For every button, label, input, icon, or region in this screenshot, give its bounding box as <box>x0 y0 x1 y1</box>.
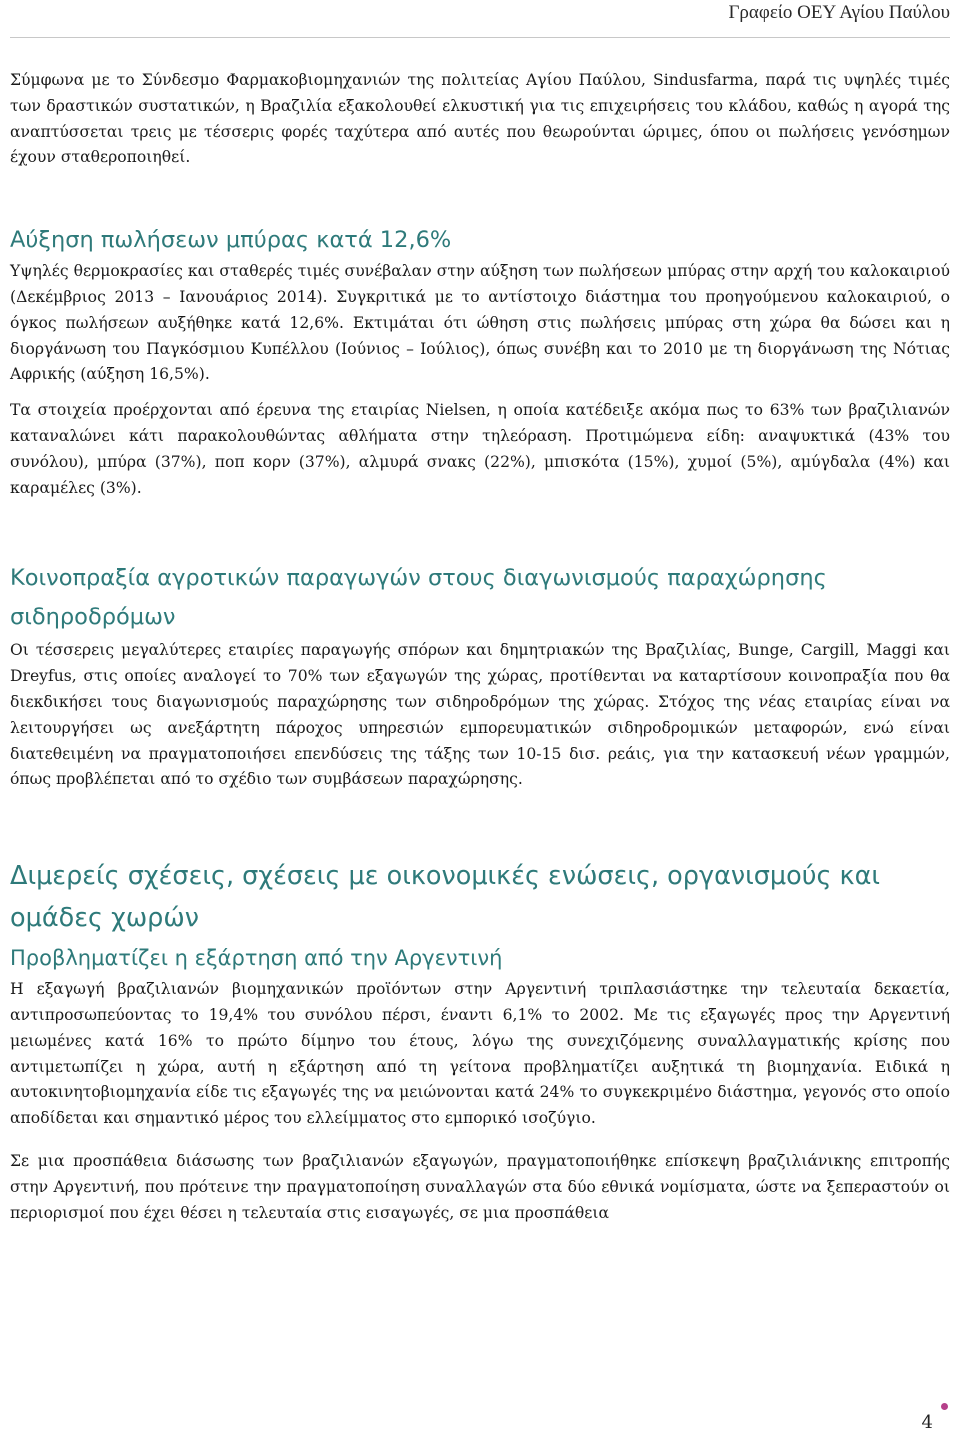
header-divider <box>10 37 950 38</box>
page-number: 4 <box>921 1412 933 1433</box>
beer-paragraph-2: Τα στοιχεία προέρχονται από έρευνα της εταιρίας Nielsen, η οποία κατέδειξε ακόμα πως το 63% των βραζιλιανών καταναλώνει κάτι παρακολουθώντας αθλήματα στην τηλεόραση. Προτιμώμενα είδη: αναψυκτικά (43% του συνόλου), μπύρα (37%), ποπ κορν (37%), αλμυρά σνακς (22%), μπισκότα (15%), χυμοί (5%), αμύγδαλα (4%) και καραμέλες (3%). <box>10 401 950 497</box>
heading-argentina: Προβληματίζει η εξάρτηση από την Αργεντινή <box>10 946 503 971</box>
heading-rail-consortium: Κοινοπραξία αγροτικών παραγωγών στους διαγωνισμούς παραχώρησης σιδηροδρόμων <box>10 565 827 631</box>
rail-paragraph: Οι τέσσερεις μεγαλύτερες εταιρίες παραγωγής σπόρων και δημητριακών της Βραζιλίας, Bunge, Cargill, Maggi και Dreyfus, στις οποίες αναλογεί το 70% των εξαγωγών της χώρας, προτίθενται να καταρτίσουν κοινοπραξία που θα διεκδικήσει τους διαγωνισμούς παραχώρησης των σιδηροδρόμων της χώρας. Στόχος της νέας εταιρίας είναι να λειτουργήσει ως ανεξάρτητη πάροχος υπηρεσιών εμπορευματικών σιδηροδρομικών μεταφορών, ενώ είναι διατεθειμένη να πραγματοποιήσει επενδύσεις της τάξης των 10-15 δισ. ρεάις, για την κατασκευή νέων γραμμών, όπως προβλέπεται από το σχέδιο των συμβάσεων παραχώρησης. <box>10 641 950 789</box>
header-title: Γραφείο ΟΕΥ Αγίου Παύλου <box>728 2 950 23</box>
argentina-paragraph-1: Η εξαγωγή βραζιλιανών βιομηχανικών προϊόντων στην Αργεντινή τριπλασιάστηκε την τελευταία δεκαετία, αντιπροσωπεύοντας το 19,4% του συνόλου πέρσι, έναντι 6,1% το 2002. Με τις εξαγωγές προς την Αργεντινή μειωμένες κατά 16% το πρώτο δίμηνο του έτους, λόγω της συνεχιζόμενης συναλλαγματικής κρίσης που αντιμετωπίζει η χώρα, αυτή η εξάρτηση από τη γείτονα προβληματίζει αυξητικά τη βιομηχανία. Ειδικά η αυτοκινητοβιομηχανία είδε τις εξαγωγές της να μειώνονται κατά 24% το συγκεκριμένο διάστημα, γεγονός στο οποίο αποδίδεται και σημαντικό μέρος του ελλείμματος στο εμπορικό ισοζύγιο. <box>10 980 950 1128</box>
argentina-paragraph-2: Σε μια προσπάθεια διάσωσης των βραζιλιανών εξαγωγών, πραγματοποιήθηκε επίσκεψη βραζιλιάνικης επιτροπής στην Αργεντινή, που πρότεινε την πραγματοποίηση συναλλαγών στα δύο εθνικά νομίσματα, ώστε να ξεπεραστούν οι περιορισμοί που έχει θέσει η τελευταία στις εισαγωγές, σε μια προσπάθεια <box>10 1151 950 1222</box>
page-number-dot <box>941 1403 948 1410</box>
heading-beer-sales: Αύξηση πωλήσεων μπύρας κατά 12,6% <box>10 227 452 254</box>
heading-bilateral-relations: Διμερείς σχέσεις, σχέσεις με οικονομικές ενώσεις, οργανισμούς και ομάδες χωρών <box>10 861 881 934</box>
beer-paragraph-1: Υψηλές θερμοκρασίες και σταθερές τιμές συνέβαλαν στην αύξηση των πωλήσεων μπύρας στην αρχή του καλοκαιριού (Δεκέμβριος 2013 – Ιανουάριος 2014). Συγκριτικά με το αντίστοιχο διάστημα του προηγούμενου καλοκαιριού, ο όγκος πωλήσεων αυξήθηκε κατά 12,6%. Εκτιμάται ότι ώθηση στις πωλήσεις μπύρας στη χώρα θα δώσει και η διοργάνωση του Παγκόσμιου Κυπέλλου (Ιούνιος – Ιούλιος), όπως συνέβη και το 2010 με τη διοργάνωση της Νότιας Αφρικής (αύξηση 16,5%). <box>10 262 950 384</box>
page-content <box>10 68 950 1226</box>
intro-paragraph: Σύμφωνα με το Σύνδεσμο Φαρμακοβιομηχανιών της πολιτείας Αγίου Παύλου, Sindusfarma, παρά τις υψηλές τιμές των δραστικών συστατικών, η Βραζιλία εξακολουθεί ελκυστική για τις επιχειρήσεις του κλάδου, καθώς η αγορά της αναπτύσσεται τρεις με τέσσερις φορές ταχύτερα από αυτές που θεωρούνται ώριμες, όπου οι πωλήσεις γενόσημων έχουν σταθεροποιηθεί. <box>10 71 950 167</box>
